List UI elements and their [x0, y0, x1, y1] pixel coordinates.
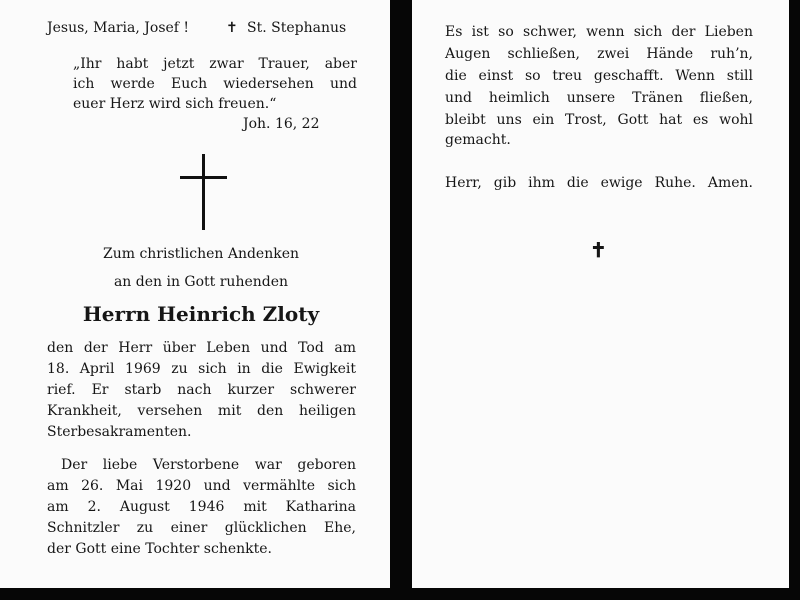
quote-line-2: ich werde Euch wiedersehen und	[73, 76, 357, 92]
quote-line-3: euer Herz wird sich freuen.“	[73, 96, 277, 112]
poem-line-5: bleibt uns ein Trost, Gott hat es wohl	[445, 112, 753, 128]
header-left: Jesus, Maria, Josef !	[47, 20, 190, 36]
header-cross-icon: ✝	[226, 20, 238, 36]
poem-line-3: die einst so treu geschafft. Wenn still	[445, 68, 753, 84]
left-card-page	[0, 0, 390, 588]
paragraph2-line-1: Der liebe Verstorbene war geboren	[61, 457, 356, 473]
paragraph2-line-2: am 26. Mai 1920 und vermählte sich	[47, 478, 356, 494]
quote-line-1: „Ihr habt jetzt zwar Trauer, aber	[73, 56, 357, 72]
paragraph2-line-4: Schnitzler zu einer glücklichen Ehe,	[47, 520, 356, 536]
intro-line-2: an den in Gott ruhenden	[113, 274, 289, 290]
paragraph1-line-3: rief. Er starb nach kurzer schwerer	[47, 382, 356, 398]
poem-line-4: und heimlich unsere Tränen fließen,	[445, 90, 753, 106]
quote-reference: Joh. 16, 22	[243, 116, 320, 132]
right-card-page	[412, 0, 789, 588]
paragraph2-line-5: der Gott eine Tochter schenkte.	[47, 541, 272, 557]
intro-line-1: Zum christlichen Andenken	[102, 246, 300, 262]
cross-icon-small: ✝	[590, 238, 607, 262]
deceased-name: Herrn Heinrich Zloty	[82, 302, 320, 326]
paragraph1-line-2: 18. April 1969 zu sich in die Ewigkeit	[47, 361, 356, 377]
poem-line-1: Es ist so schwer, wenn sich der Lieben	[445, 24, 753, 40]
prayer-line: Herr, gib ihm die ewige Ruhe. Amen.	[445, 175, 753, 191]
paragraph1-line-5: Sterbesakramenten.	[47, 424, 192, 440]
poem-line-2: Augen schließen, zwei Hände ruh’n,	[445, 46, 753, 62]
paragraph1-line-4: Krankheit, versehen mit den heiligen	[47, 403, 356, 419]
paragraph1-line-1: den der Herr über Leben und Tod am	[47, 340, 356, 356]
paragraph2-line-3: am 2. August 1946 mit Katharina	[47, 499, 356, 515]
poem-line-6: gemacht.	[445, 132, 511, 148]
header-right: St. Stephanus	[247, 20, 347, 36]
